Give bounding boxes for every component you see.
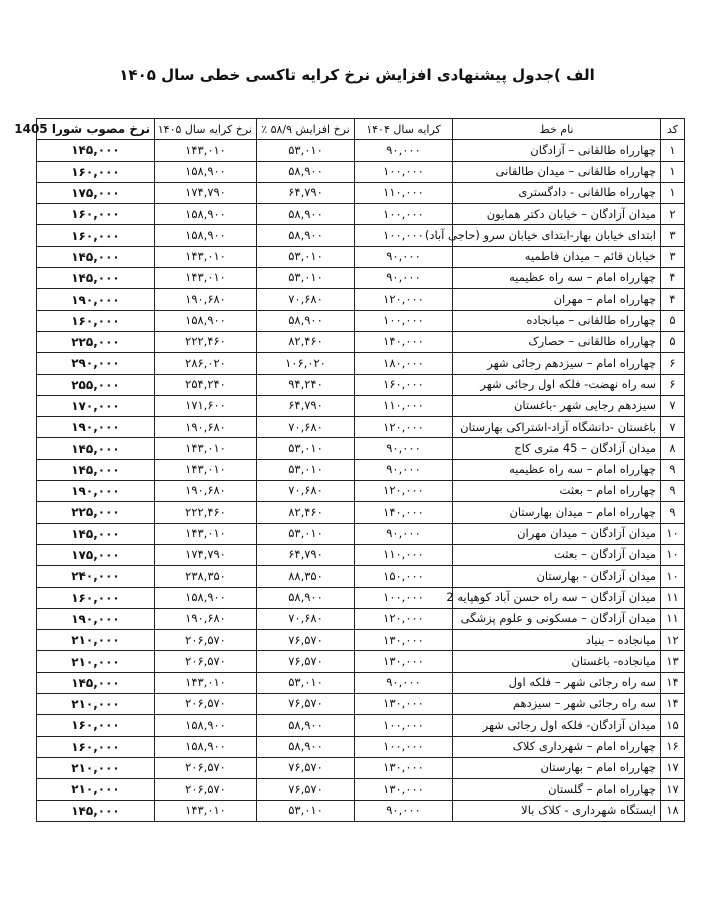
- cell-approved-fare: ۱۹۰,۰۰۰: [37, 608, 155, 629]
- header-approved: نرخ مصوب شورا 1405: [37, 119, 155, 140]
- cell-increase: ۵۳,۰۱۰: [257, 140, 355, 161]
- cell-fare-1405: ۱۴۳,۰۱۰: [155, 800, 257, 821]
- cell-increase: ۵۳,۰۱۰: [257, 672, 355, 693]
- cell-route-name: چهارراه امام – سه راه عظیمیه: [453, 459, 661, 480]
- cell-route-name: سه راه رجائی شهر – فلکه اول: [453, 672, 661, 693]
- table-row: [37, 417, 685, 438]
- cell-fare-1404: ۹۰,۰۰۰: [355, 800, 453, 821]
- cell-fare-1405: ۲۰۶,۵۷۰: [155, 630, 257, 651]
- table-row: [37, 459, 685, 480]
- cell-code: ۱۰: [661, 544, 685, 565]
- cell-fare-1404: ۹۰,۰۰۰: [355, 246, 453, 267]
- cell-fare-1405: ۱۵۸,۹۰۰: [155, 161, 257, 182]
- cell-code: ۱۱: [661, 587, 685, 608]
- cell-route-name: چهارراه طالقانی – میانجاده: [453, 310, 661, 331]
- cell-fare-1405: ۱۴۳,۰۱۰: [155, 438, 257, 459]
- cell-fare-1405: ۱۵۸,۹۰۰: [155, 587, 257, 608]
- cell-approved-fare: ۱۶۰,۰۰۰: [37, 715, 155, 736]
- cell-fare-1405: ۱۹۰,۶۸۰: [155, 417, 257, 438]
- cell-code: ۲: [661, 204, 685, 225]
- cell-fare-1405: ۲۸۶,۰۲۰: [155, 353, 257, 374]
- cell-fare-1404: ۱۰۰,۰۰۰: [355, 715, 453, 736]
- page-title: الف )جدول پیشنهادی افزایش نرخ کرایه تاکسی خطی سال ۱۴۰۵: [119, 66, 595, 84]
- cell-approved-fare: ۲۲۵,۰۰۰: [37, 502, 155, 523]
- cell-fare-1404: ۱۴۰,۰۰۰: [355, 331, 453, 352]
- cell-fare-1405: ۱۷۴,۷۹۰: [155, 182, 257, 203]
- cell-code: ۱۲: [661, 630, 685, 651]
- cell-route-name: خیابان قائم – میدان فاطمیه: [453, 246, 661, 267]
- cell-increase: ۸۲,۴۶۰: [257, 502, 355, 523]
- cell-code: ۱: [661, 140, 685, 161]
- cell-code: ۱۰: [661, 523, 685, 544]
- cell-fare-1404: ۱۲۰,۰۰۰: [355, 608, 453, 629]
- header-fare-1404: کرایه سال ۱۴۰۴: [355, 119, 453, 140]
- cell-fare-1404: ۱۱۰,۰۰۰: [355, 544, 453, 565]
- cell-approved-fare: ۱۴۵,۰۰۰: [37, 246, 155, 267]
- cell-code: ۴: [661, 268, 685, 289]
- cell-fare-1404: ۹۰,۰۰۰: [355, 672, 453, 693]
- table-row: [37, 161, 685, 182]
- cell-approved-fare: ۱۹۰,۰۰۰: [37, 289, 155, 310]
- cell-increase: ۵۳,۰۱۰: [257, 246, 355, 267]
- cell-fare-1404: ۱۰۰,۰۰۰: [355, 225, 453, 246]
- cell-code: ۱۸: [661, 800, 685, 821]
- cell-code: ۹: [661, 502, 685, 523]
- cell-fare-1404: ۹۰,۰۰۰: [355, 459, 453, 480]
- cell-approved-fare: ۱۶۰,۰۰۰: [37, 161, 155, 182]
- cell-code: ۵: [661, 331, 685, 352]
- cell-approved-fare: ۲۱۰,۰۰۰: [37, 651, 155, 672]
- cell-code: ۱۱: [661, 608, 685, 629]
- cell-fare-1405: ۲۰۶,۵۷۰: [155, 779, 257, 800]
- cell-route-name: چهارراه امام – شهرداری کلاک: [453, 736, 661, 757]
- cell-route-name: سه راه نهضت- فلکه اول رجائی شهر: [453, 374, 661, 395]
- table-row: [37, 566, 685, 587]
- cell-approved-fare: ۱۴۵,۰۰۰: [37, 459, 155, 480]
- cell-fare-1405: ۲۵۴,۲۴۰: [155, 374, 257, 395]
- cell-code: ۵: [661, 310, 685, 331]
- cell-code: ۱۴: [661, 672, 685, 693]
- table-row: [37, 374, 685, 395]
- cell-fare-1404: ۱۵۰,۰۰۰: [355, 566, 453, 587]
- cell-fare-1404: ۱۰۰,۰۰۰: [355, 310, 453, 331]
- cell-increase: ۷۰,۶۸۰: [257, 289, 355, 310]
- cell-fare-1404: ۱۱۰,۰۰۰: [355, 395, 453, 416]
- table-row: [37, 481, 685, 502]
- cell-fare-1405: ۲۲۲,۴۶۰: [155, 331, 257, 352]
- cell-fare-1405: ۱۷۱,۶۰۰: [155, 395, 257, 416]
- cell-route-name: چهارراه امام – بعثت: [453, 481, 661, 502]
- table-row: [37, 544, 685, 565]
- cell-increase: ۵۸,۹۰۰: [257, 736, 355, 757]
- cell-route-name: چهارراه طالقانی - دادگستری: [453, 182, 661, 203]
- table-row: [37, 289, 685, 310]
- cell-approved-fare: ۱۴۵,۰۰۰: [37, 140, 155, 161]
- cell-code: ۷: [661, 417, 685, 438]
- cell-fare-1405: ۱۹۰,۶۸۰: [155, 481, 257, 502]
- cell-route-name: میدان آزادگان – مسکونی و علوم پزشگی: [453, 608, 661, 629]
- cell-approved-fare: ۱۶۰,۰۰۰: [37, 310, 155, 331]
- fare-table: [14, 118, 685, 822]
- cell-fare-1404: ۱۰۰,۰۰۰: [355, 736, 453, 757]
- cell-code: ۹: [661, 481, 685, 502]
- table-row: [37, 800, 685, 821]
- cell-increase: ۷۶,۵۷۰: [257, 651, 355, 672]
- cell-fare-1405: ۱۴۳,۰۱۰: [155, 140, 257, 161]
- cell-approved-fare: ۱۴۵,۰۰۰: [37, 800, 155, 821]
- cell-fare-1404: ۱۲۰,۰۰۰: [355, 417, 453, 438]
- cell-route-name: میدان آزادگان – 45 متری کاج: [453, 438, 661, 459]
- cell-increase: ۷۶,۵۷۰: [257, 694, 355, 715]
- cell-code: ۱۰: [661, 566, 685, 587]
- table-row: [37, 736, 685, 757]
- header-route: نام خط: [453, 119, 661, 140]
- cell-code: ۱۵: [661, 715, 685, 736]
- cell-code: ۷: [661, 395, 685, 416]
- cell-increase: ۶۴,۷۹۰: [257, 544, 355, 565]
- cell-increase: ۸۲,۴۶۰: [257, 331, 355, 352]
- cell-route-name: میانجاده – بنیاد: [453, 630, 661, 651]
- cell-approved-fare: ۲۲۵,۰۰۰: [37, 331, 155, 352]
- cell-fare-1404: ۱۰۰,۰۰۰: [355, 204, 453, 225]
- cell-code: ۱: [661, 182, 685, 203]
- cell-fare-1404: ۱۸۰,۰۰۰: [355, 353, 453, 374]
- cell-route-name: چهارراه طالقانی – آزادگان: [453, 140, 661, 161]
- cell-route-name: میدان آزادگان - بهارستان: [453, 566, 661, 587]
- cell-fare-1405: ۱۴۳,۰۱۰: [155, 246, 257, 267]
- table-row: [37, 694, 685, 715]
- cell-approved-fare: ۲۱۰,۰۰۰: [37, 757, 155, 778]
- cell-approved-fare: ۱۶۰,۰۰۰: [37, 587, 155, 608]
- cell-code: ۱۳: [661, 651, 685, 672]
- cell-route-name: چهارراه امام – مهران: [453, 289, 661, 310]
- cell-increase: ۵۳,۰۱۰: [257, 438, 355, 459]
- cell-increase: ۵۸,۹۰۰: [257, 161, 355, 182]
- cell-fare-1404: ۱۲۰,۰۰۰: [355, 289, 453, 310]
- cell-code: ۳: [661, 246, 685, 267]
- cell-route-name: باغستان -دانشگاه آزاد-اشتراکی بهارستان: [453, 417, 661, 438]
- cell-approved-fare: ۱۹۰,۰۰۰: [37, 417, 155, 438]
- cell-fare-1405: ۱۹۰,۶۸۰: [155, 608, 257, 629]
- cell-approved-fare: ۱۶۰,۰۰۰: [37, 204, 155, 225]
- cell-code: ۶: [661, 374, 685, 395]
- cell-fare-1405: ۱۴۳,۰۱۰: [155, 523, 257, 544]
- cell-approved-fare: ۱۴۵,۰۰۰: [37, 672, 155, 693]
- cell-increase: ۵۸,۹۰۰: [257, 225, 355, 246]
- header-code: کد: [661, 119, 685, 140]
- cell-fare-1404: ۱۳۰,۰۰۰: [355, 694, 453, 715]
- cell-fare-1405: ۲۲۲,۴۶۰: [155, 502, 257, 523]
- cell-code: ۱: [661, 161, 685, 182]
- cell-approved-fare: ۲۱۰,۰۰۰: [37, 694, 155, 715]
- cell-increase: ۵۸,۹۰۰: [257, 204, 355, 225]
- cell-fare-1405: ۱۴۳,۰۱۰: [155, 459, 257, 480]
- cell-increase: ۵۳,۰۱۰: [257, 268, 355, 289]
- cell-fare-1405: ۱۹۰,۶۸۰: [155, 289, 257, 310]
- cell-approved-fare: ۱۷۵,۰۰۰: [37, 544, 155, 565]
- cell-increase: ۸۸,۳۵۰: [257, 566, 355, 587]
- cell-approved-fare: ۲۹۰,۰۰۰: [37, 353, 155, 374]
- cell-fare-1405: ۱۵۸,۹۰۰: [155, 736, 257, 757]
- cell-fare-1404: ۱۳۰,۰۰۰: [355, 779, 453, 800]
- cell-fare-1404: ۱۴۰,۰۰۰: [355, 502, 453, 523]
- cell-approved-fare: ۱۹۰,۰۰۰: [37, 481, 155, 502]
- table-row: [37, 757, 685, 778]
- cell-increase: ۶۴,۷۹۰: [257, 182, 355, 203]
- cell-fare-1404: ۱۳۰,۰۰۰: [355, 651, 453, 672]
- cell-increase: ۷۰,۶۸۰: [257, 417, 355, 438]
- header-increase: نرخ افزایش ۵۸/۹ ٪: [257, 119, 355, 140]
- table-row: [37, 331, 685, 352]
- table-row: [37, 395, 685, 416]
- cell-route-name: چهارراه طالقانی – میدان طالقانی: [453, 161, 661, 182]
- cell-route-name: میدان آزادگان – بعثت: [453, 544, 661, 565]
- cell-increase: ۶۴,۷۹۰: [257, 395, 355, 416]
- cell-approved-fare: ۱۴۵,۰۰۰: [37, 438, 155, 459]
- table-row: [37, 779, 685, 800]
- table-row: [37, 672, 685, 693]
- cell-increase: ۱۰۶,۰۲۰: [257, 353, 355, 374]
- cell-fare-1405: ۱۵۸,۹۰۰: [155, 310, 257, 331]
- cell-approved-fare: ۲۵۵,۰۰۰: [37, 374, 155, 395]
- cell-route-name: چهارراه امام – سیزدهم رجائی شهر: [453, 353, 661, 374]
- table-row: [37, 353, 685, 374]
- cell-code: ۱۷: [661, 757, 685, 778]
- table-row: [37, 268, 685, 289]
- cell-approved-fare: ۱۴۵,۰۰۰: [37, 523, 155, 544]
- header-fare-1405: نرخ کرایه سال ۱۴۰۵: [155, 119, 257, 140]
- cell-fare-1405: ۱۵۸,۹۰۰: [155, 715, 257, 736]
- cell-fare-1404: ۱۱۰,۰۰۰: [355, 182, 453, 203]
- cell-code: ۴: [661, 289, 685, 310]
- cell-route-name: ایستگاه شهرداری - کلاک بالا: [453, 800, 661, 821]
- table-row: [37, 246, 685, 267]
- cell-increase: ۷۶,۵۷۰: [257, 779, 355, 800]
- table-header-row: [37, 119, 685, 140]
- cell-approved-fare: ۲۴۰,۰۰۰: [37, 566, 155, 587]
- cell-route-name: چهارراه امام – میدان بهارستان: [453, 502, 661, 523]
- cell-fare-1404: ۹۰,۰۰۰: [355, 438, 453, 459]
- cell-route-name: میدان آزادگان- فلکه اول رجائی شهر: [453, 715, 661, 736]
- cell-fare-1405: ۲۰۶,۵۷۰: [155, 757, 257, 778]
- cell-increase: ۵۳,۰۱۰: [257, 459, 355, 480]
- cell-fare-1404: ۱۶۰,۰۰۰: [355, 374, 453, 395]
- cell-code: ۱۶: [661, 736, 685, 757]
- cell-route-name: سه راه رجائی شهر – سیزدهم: [453, 694, 661, 715]
- cell-increase: ۷۶,۵۷۰: [257, 630, 355, 651]
- cell-fare-1405: ۱۴۳,۰۱۰: [155, 672, 257, 693]
- table-row: [37, 523, 685, 544]
- cell-route-name: چهارراه طالقانی – حصارک: [453, 331, 661, 352]
- cell-fare-1404: ۹۰,۰۰۰: [355, 140, 453, 161]
- cell-fare-1405: ۱۵۸,۹۰۰: [155, 225, 257, 246]
- cell-approved-fare: ۱۶۰,۰۰۰: [37, 736, 155, 757]
- cell-fare-1405: ۱۴۳,۰۱۰: [155, 268, 257, 289]
- cell-approved-fare: ۲۱۰,۰۰۰: [37, 779, 155, 800]
- cell-fare-1404: ۱۲۰,۰۰۰: [355, 481, 453, 502]
- cell-increase: ۵۳,۰۱۰: [257, 800, 355, 821]
- cell-fare-1404: ۱۰۰,۰۰۰: [355, 161, 453, 182]
- cell-increase: ۵۸,۹۰۰: [257, 715, 355, 736]
- table-row: [37, 204, 685, 225]
- cell-increase: ۷۶,۵۷۰: [257, 757, 355, 778]
- cell-route-name: میدان آزادگان – خیابان دکتر همایون: [453, 204, 661, 225]
- cell-approved-fare: ۱۷۰,۰۰۰: [37, 395, 155, 416]
- table-row: [37, 651, 685, 672]
- table-row: [37, 502, 685, 523]
- table-row: [37, 587, 685, 608]
- cell-approved-fare: ۱۶۰,۰۰۰: [37, 225, 155, 246]
- cell-approved-fare: ۱۴۵,۰۰۰: [37, 268, 155, 289]
- cell-fare-1404: ۱۳۰,۰۰۰: [355, 757, 453, 778]
- cell-increase: ۷۰,۶۸۰: [257, 608, 355, 629]
- cell-code: ۳: [661, 225, 685, 246]
- cell-approved-fare: ۱۷۵,۰۰۰: [37, 182, 155, 203]
- cell-route-name: چهارراه امام – بهارستان: [453, 757, 661, 778]
- cell-fare-1405: ۱۵۸,۹۰۰: [155, 204, 257, 225]
- cell-fare-1405: ۲۰۶,۵۷۰: [155, 694, 257, 715]
- cell-fare-1404: ۹۰,۰۰۰: [355, 523, 453, 544]
- cell-approved-fare: ۲۱۰,۰۰۰: [37, 630, 155, 651]
- table-row: [37, 715, 685, 736]
- cell-fare-1405: ۱۷۴,۷۹۰: [155, 544, 257, 565]
- cell-route-name: چهارراه امام – سه راه عظیمیه: [453, 268, 661, 289]
- table-row: [37, 140, 685, 161]
- table-row: [37, 310, 685, 331]
- cell-increase: ۵۸,۹۰۰: [257, 587, 355, 608]
- cell-route-name: ابتدای خیابان بهار-ابتدای خیابان سرو (حاجی آباد): [453, 225, 661, 246]
- cell-code: ۹: [661, 459, 685, 480]
- table-body: [37, 140, 685, 822]
- table-row: [37, 225, 685, 246]
- cell-fare-1404: ۱۰۰,۰۰۰: [355, 587, 453, 608]
- cell-increase: ۵۸,۹۰۰: [257, 310, 355, 331]
- cell-increase: ۹۴,۲۴۰: [257, 374, 355, 395]
- cell-increase: ۵۳,۰۱۰: [257, 523, 355, 544]
- cell-fare-1404: ۹۰,۰۰۰: [355, 268, 453, 289]
- cell-fare-1404: ۱۳۰,۰۰۰: [355, 630, 453, 651]
- cell-code: ۱۷: [661, 779, 685, 800]
- cell-increase: ۷۰,۶۸۰: [257, 481, 355, 502]
- table-row: [37, 182, 685, 203]
- cell-route-name: سیزدهم رجایی شهر -باغستان: [453, 395, 661, 416]
- cell-code: ۱۴: [661, 694, 685, 715]
- cell-code: ۸: [661, 438, 685, 459]
- cell-route-name: میدان آزادگان – میدان مهران: [453, 523, 661, 544]
- cell-route-name: میانجاده- باغستان: [453, 651, 661, 672]
- cell-route-name: میدان آزادگان – سه راه حسن آباد کوهپایه 2: [453, 587, 661, 608]
- cell-fare-1405: ۲۰۶,۵۷۰: [155, 651, 257, 672]
- cell-code: ۶: [661, 353, 685, 374]
- table-row: [37, 608, 685, 629]
- table-row: [37, 630, 685, 651]
- cell-route-name: چهارراه امام – گلستان: [453, 779, 661, 800]
- table-row: [37, 438, 685, 459]
- cell-fare-1405: ۲۳۸,۳۵۰: [155, 566, 257, 587]
